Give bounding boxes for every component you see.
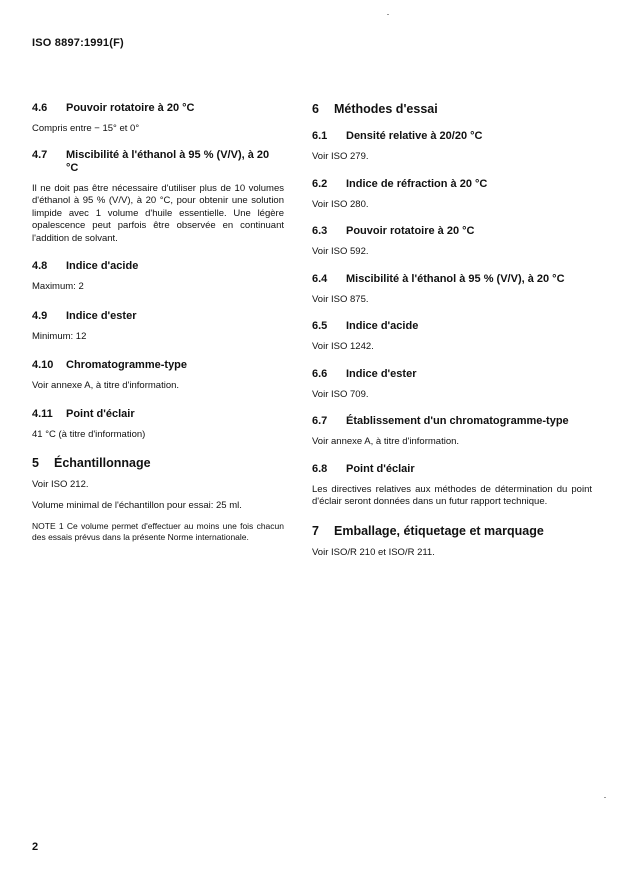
section-4-6 [32, 102, 284, 136]
section-number: 4.9 [32, 309, 48, 322]
section-6 [312, 102, 592, 117]
section-6-8 [312, 463, 592, 509]
section-heading [32, 408, 284, 421]
section-4-7 [32, 149, 284, 246]
section-number: 4.11 [32, 407, 53, 420]
section-number: 6.4 [312, 272, 328, 285]
section-heading [312, 463, 592, 476]
body-paragraph: Voir ISO 1242. [312, 341, 374, 352]
scan-speck [387, 14, 389, 15]
left-column [32, 88, 284, 542]
page-number: 2 [32, 841, 39, 853]
section-number: 4.6 [32, 102, 48, 114]
section-number: 6.7 [312, 415, 328, 427]
body-paragraph: Il ne doit pas être nécessaire d'utiliser plus de 10 volumes d'éthanol à 95 % (V/V), à 20 °C, pour obtenir une solution limpide avec 1 volume d'huile essentielle. Une légère opalescence peut parfois être observée en continuant l'addition de solvant. [32, 182, 284, 244]
section-heading [312, 320, 592, 333]
section-4-9 [32, 310, 284, 344]
section-number: 4.8 [32, 260, 48, 272]
section-heading [32, 260, 284, 273]
section-heading [312, 273, 592, 286]
section-6-2 [312, 178, 592, 212]
section-6-4 [312, 273, 592, 307]
section-number: 4.10 [32, 359, 54, 371]
section-title: Pouvoir rotatoire à 20 °C [66, 102, 195, 114]
document-identifier: ISO 8897:1991(F) [32, 37, 124, 49]
section-title: Indice d'ester [66, 309, 137, 322]
body-paragraph: Voir ISO 212. [32, 479, 89, 490]
section-heading [312, 102, 592, 117]
section-4-11 [32, 408, 284, 442]
section-title: Échantillonnage [54, 456, 151, 470]
section-title: Densité relative à 20/20 °C [346, 130, 483, 142]
section-heading [32, 359, 284, 372]
body-paragraph: Voir ISO 709. [312, 388, 369, 400]
body-paragraph: Voir ISO 279. [312, 151, 369, 162]
section-number: 5 [32, 456, 39, 470]
section-6-6 [312, 368, 592, 402]
section-title: Miscibilité à l'éthanol à 95 % (V/V), à 20 °C [346, 272, 565, 285]
body-paragraph: Voir ISO 280. [312, 198, 369, 210]
section-title: Indice de réfraction à 20 °C [346, 177, 488, 190]
section-6-3 [312, 225, 592, 259]
body-paragraph: Les directives relatives aux méthodes de détermination du point d'éclair seront données dans un futur rapport technique. [312, 483, 592, 507]
section-number: 6.6 [312, 367, 328, 380]
section-title: Indice d'acide [66, 260, 139, 272]
body-paragraph: Maximum: 2 [32, 281, 84, 292]
section-number: 6.2 [312, 177, 328, 190]
section-heading [312, 368, 592, 381]
section-title: Pouvoir rotatoire à 20 °C [346, 225, 475, 237]
note-text: NOTE 1 Ce volume permet d'effectuer au moins une fois chacun des essais prévus dans la présente Norme internationale. [32, 521, 284, 542]
section-heading [32, 149, 284, 175]
right-column [312, 88, 592, 559]
section-heading [32, 456, 284, 471]
section-title: Point d'éclair [66, 407, 135, 420]
section-heading [312, 178, 592, 191]
section-heading [312, 415, 592, 428]
body-paragraph: Voir ISO 592. [312, 246, 369, 257]
body-paragraph: Volume minimal de l'échantillon pour essai: 25 ml. [32, 499, 242, 511]
body-paragraph: 41 °C (à titre d'information) [32, 428, 146, 440]
section-title: Miscibilité à l'éthanol à 95 % (V/V), à 20 °C [66, 148, 270, 174]
section-4-8 [32, 260, 284, 294]
section-4-10 [32, 359, 284, 393]
section-heading [32, 310, 284, 323]
section-number: 4.7 [32, 148, 48, 161]
body-paragraph: Compris entre − 15° et 0° [32, 123, 140, 134]
section-number: 6.3 [312, 225, 328, 237]
section-title: Point d'éclair [346, 462, 415, 475]
section-7 [312, 524, 592, 560]
section-5 [32, 456, 284, 542]
section-6-1 [312, 130, 592, 164]
section-title: Indice d'ester [346, 367, 417, 380]
body-paragraph: Minimum: 12 [32, 330, 87, 342]
section-6-5 [312, 320, 592, 354]
body-paragraph: Voir annexe A, à titre d'information. [32, 380, 180, 391]
section-title: Indice d'acide [346, 320, 419, 332]
section-number: 6 [312, 102, 319, 116]
section-heading [312, 524, 592, 539]
body-paragraph: Voir ISO/R 210 et ISO/R 211. [312, 546, 435, 558]
section-title: Établissement d'un chromatogramme-type [346, 415, 569, 427]
section-title: Méthodes d'essai [334, 102, 438, 116]
body-paragraph: Voir ISO 875. [312, 293, 369, 305]
section-number: 6.1 [312, 130, 328, 142]
section-number: 6.5 [312, 320, 328, 332]
body-paragraph: Voir annexe A, à titre d'information. [312, 436, 460, 447]
section-heading [312, 225, 592, 238]
section-title: Emballage, étiquetage et marquage [334, 523, 544, 538]
section-6-7 [312, 415, 592, 449]
section-heading [312, 130, 592, 143]
section-title: Chromatogramme-type [66, 359, 188, 371]
section-number: 7 [312, 523, 319, 538]
scan-speck [604, 797, 606, 798]
section-number: 6.8 [312, 462, 328, 475]
section-heading [32, 102, 284, 115]
